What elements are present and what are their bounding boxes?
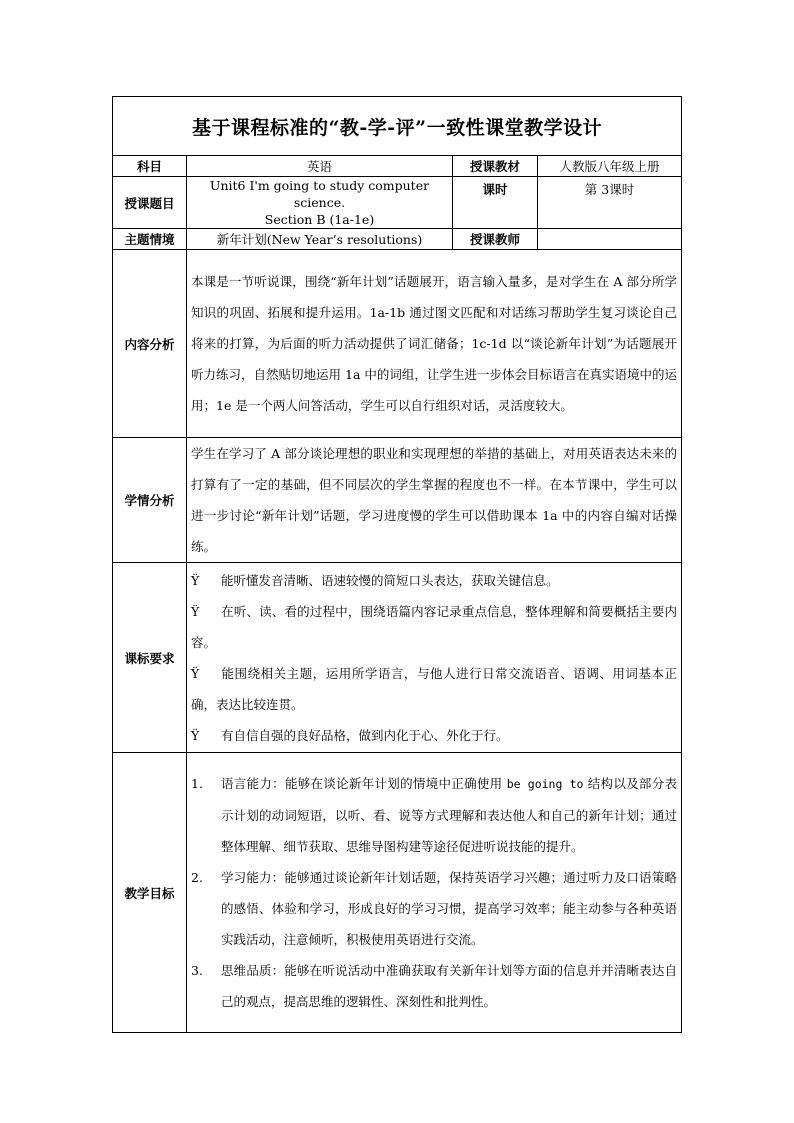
theme-value: 新年计划(New Year’s resolutions): [187, 229, 453, 250]
bullet-icon: Ÿ: [191, 572, 200, 588]
teacher-label: 授课教师: [453, 229, 538, 250]
student-analysis-row: [113, 438, 682, 563]
topic-label: 授课题目: [113, 177, 187, 229]
goal-text: 语言能力：能够在谈论新年计划的情境中正确使用: [221, 776, 507, 791]
bullet-icon: Ÿ: [191, 603, 200, 619]
goal-number: 2.: [191, 870, 203, 885]
content-analysis-label: 内容分析: [113, 250, 187, 438]
goal-number: 1.: [191, 776, 203, 791]
page-title: 基于课程标准的“教-学-评”一致性课堂教学设计: [113, 97, 682, 156]
topic-line-1: Unit6 I'm going to study computer science.: [209, 178, 430, 210]
goal-item: [191, 768, 677, 862]
student-analysis-label: 学情分析: [113, 438, 187, 563]
goal-text: 学习能力：能够通过谈论新年计划话题，保持英语学习兴趣；通过听力及口语策略的感悟、体验和学习，形成良好的学习习惯，提高学习效率；能主动参与各种英语实践活动，注意倾听，积极使用英语进行交流。: [221, 870, 678, 947]
goal-item: [191, 955, 677, 1017]
theme-label: 主题情境: [113, 229, 187, 250]
topic-row: [113, 177, 682, 229]
subject-row: [113, 156, 682, 177]
goal-text-cont: 结构以及部分表示计划的动词短语，以听、看、说等方式理解和表达他人和自己的新年计划；通过整体理解、细节获取、思维导图构建等途径促进听说技能的提升。: [221, 776, 678, 854]
subject-value: 英语: [187, 156, 453, 177]
goal-text: 思维品质：能够在听说活动中准确获取有关新年计划等方面的信息并并清晰表达自己的观点，提高思维的逻辑性、深刻性和批判性。: [221, 963, 678, 1009]
bullet-icon: Ÿ: [191, 665, 200, 681]
student-analysis-text: 学生在学习了 A 部分谈论理想的职业和实现理想的举措的基础上，对用英语表达未来的打算有了一定的基础，但不同层次的学生掌握的程度也不一样。在本节课中，学生可以进一步讨论“新年计划”话题，学习进度慢的学生可以借助课本 1a 中的内容自编对话操练。: [187, 438, 682, 563]
curriculum-item-text: 在听、读、看的过程中，围绕语篇内容记录重点信息，整体理解和简要概括主要内容。: [191, 603, 678, 650]
period-label: 课时: [453, 177, 538, 229]
goal-number: 3.: [191, 963, 203, 978]
curriculum-item: [191, 596, 677, 658]
curriculum-item: [191, 565, 677, 596]
goals-row: [113, 753, 682, 1033]
topic-value: [187, 177, 453, 229]
title-row: [113, 97, 682, 156]
curriculum-item-text: 能围绕相关主题，运用所学语言，与他人进行日常交流语音、语调、用词基本正确，表达比较连贯。: [191, 665, 678, 712]
curriculum-item-text: 有自信自强的良好品格，做到内化于心、外化于行。: [221, 727, 509, 743]
textbook-label: 授课教材: [453, 156, 538, 177]
curriculum-label: 课标要求: [113, 563, 187, 753]
curriculum-item: [191, 658, 677, 720]
goals-list: [187, 753, 682, 1033]
period-value: 第 3课时: [538, 177, 682, 229]
lesson-design-table: [112, 96, 682, 1033]
subject-label: 科目: [113, 156, 187, 177]
content-analysis-text: 本课是一节听说课，围绕“新年计划”话题展开，语言输入量多，是对学生在 A 部分所学知识的巩固、拓展和提升运用。1a-1b 通过图文匹配和对话练习帮助学生复习谈论自己将来的打算，为后面的听力活动提供了词汇储备；1c-1d 以“谈论新年计划”为话题展开听力练习，自然贴切地运用 1a 中的词组，让学生进一步体会目标语言在真实语境中的运用；1e 是一个两人问答活动，学生可以自行组织对话，灵活度较大。: [187, 250, 682, 438]
curriculum-item-text: 能听懂发音清晰、语速较慢的简短口头表达，获取关键信息。: [221, 572, 559, 588]
curriculum-item: [191, 720, 677, 751]
textbook-value: 人教版八年级上册: [538, 156, 682, 177]
goal-code: be going to: [506, 777, 584, 791]
goal-item: [191, 862, 677, 955]
curriculum-row: [113, 563, 682, 753]
topic-line-2: Section B (1a-1e): [264, 212, 375, 227]
theme-row: [113, 229, 682, 250]
teacher-value: [538, 229, 682, 250]
curriculum-list: [187, 563, 682, 753]
bullet-icon: Ÿ: [191, 727, 200, 743]
goals-label: 教学目标: [113, 753, 187, 1033]
content-analysis-row: [113, 250, 682, 438]
